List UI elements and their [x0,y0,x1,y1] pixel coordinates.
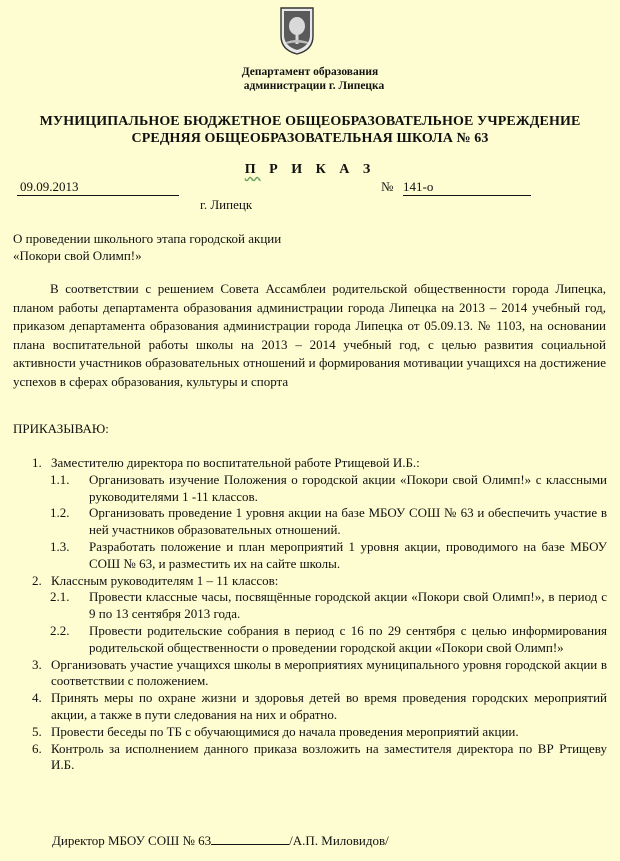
sub-items-list [13,589,607,656]
sub-list-item [13,589,607,623]
item-number: 2. [32,572,42,588]
item-number: 4. [32,690,42,706]
list-item [13,455,607,573]
list-item [13,741,607,775]
sub-item-number: 2.2. [50,622,70,638]
order-subject [13,230,281,264]
signatory-position: Директор МБОУ СОШ № 63 [52,833,212,848]
title-first-letter: П [244,162,261,177]
order-items-list [13,455,607,774]
subject-line2: «Покори свой Олимп!» [13,248,142,263]
list-item [13,657,607,691]
signature-line [52,833,389,849]
list-item [13,690,607,724]
sub-item-text: Организовать проведение 1 уровня акции на базе МБОУ СОШ № 63 и обеспечить участие в ней участников образовательных отношений. [89,505,607,538]
sub-items-list [13,472,607,573]
department-administration: администрации г. Липецка [243,80,385,92]
sub-item-number: 2.1. [50,589,70,605]
item-number: 6. [32,740,42,756]
sub-list-item [13,505,607,539]
subject-line1: О проведении школьного этапа городской акции [13,231,282,246]
order-city: г. Липецк [200,197,253,212]
list-item [13,724,607,741]
signatory-name: /А.П. Миловидов/ [289,833,389,848]
order-date-field [17,179,179,196]
sub-item-number: 1.3. [50,538,70,554]
preamble-paragraph: В соответствии с решением Совета Ассамблеи родительской общественности города Липецка, планом работы департамента образования администрации города Липецка на 2013 – 2014 учебный год, приказом департамента образования администрации города Липецка от 05.09.13. № 1103, на основании плана воспитательной работы школы на 2013 – 2014 учебный год, с целью развития социальной активности участников образовательных отношений и формирования мотивации учащихся на достижение успехов в сферах образования, культуры и спорта [13,281,606,389]
item-text: Классным руководителям 1 – 11 классов: [51,572,279,588]
item-number: 1. [32,455,42,470]
school-name [0,113,620,147]
coat-of-arms-icon [279,6,315,56]
item-text: Принять меры по охране жизни и здоровья детей во время проведения городских мероприятий акции, а также в пути следования на них и обратно. [51,690,607,722]
school-name-line1: МУНИЦИПАЛЬНОЕ БЮДЖЕТНОЕ ОБЩЕОБРАЗОВАТЕЛЬНОЕ УЧРЕЖДЕНИЕ [39,114,581,129]
sub-list-item [13,472,607,506]
order-number: 141-о [403,179,434,194]
sub-item-text: Провести родительские собрания в период с 16 по 29 сентября с целью информирования родительской общественности о проведении городской акции «Покори свой Олимп!» [89,622,607,655]
document-title [0,162,620,178]
list-item [13,573,607,657]
title-rest: Р И К А З [269,162,376,177]
sub-item-text: Разработать положение и план мероприятий 1 уровня акции, проводимого на базе МБОУ СОШ № 63, и разместить их на сайте школы. [89,538,607,571]
order-number-label: № [381,179,394,194]
school-name-line2: СРЕДНЯЯ ОБЩЕОБРАЗОВАТЕЛЬНАЯ ШКОЛА № 63 [131,131,489,146]
sub-list-item [13,623,607,657]
department-name: Департамент образования [241,66,379,78]
order-directive: ПРИКАЗЫВАЮ: [13,421,109,436]
item-number: 5. [32,723,42,739]
item-text: Заместителю директора по воспитательной работе Ртищевой И.Б.: [51,455,420,470]
item-text: Контроль за исполнением данного приказа возложить на заместителя директора по ВР Ртищеву И.Б. [51,740,607,773]
sub-item-text: Провести классные часы, посвящённые городской акции «Покори свой Олимп!», в период с 9 по 13 сентября 2013 года. [89,589,607,622]
sub-item-number: 1.2. [50,505,70,521]
sub-item-text: Организовать изучение Положения о городской акции «Покори свой Олимп!» с классными руководителями 1 -11 классов. [89,471,607,504]
item-text: Провести беседы по ТБ с обучающимися до начала проведения мероприятий акции. [51,723,519,739]
department-header [0,65,620,93]
order-number-field [403,179,531,196]
item-text: Организовать участие учащихся школы в мероприятиях муниципального уровня городской акции в соответствии с положением. [51,656,607,689]
sub-item-number: 1.1. [50,471,70,487]
order-date: 09.09.2013 [20,179,79,194]
signature-blank [211,834,289,845]
item-number: 3. [32,656,42,672]
sub-list-item [13,539,607,573]
